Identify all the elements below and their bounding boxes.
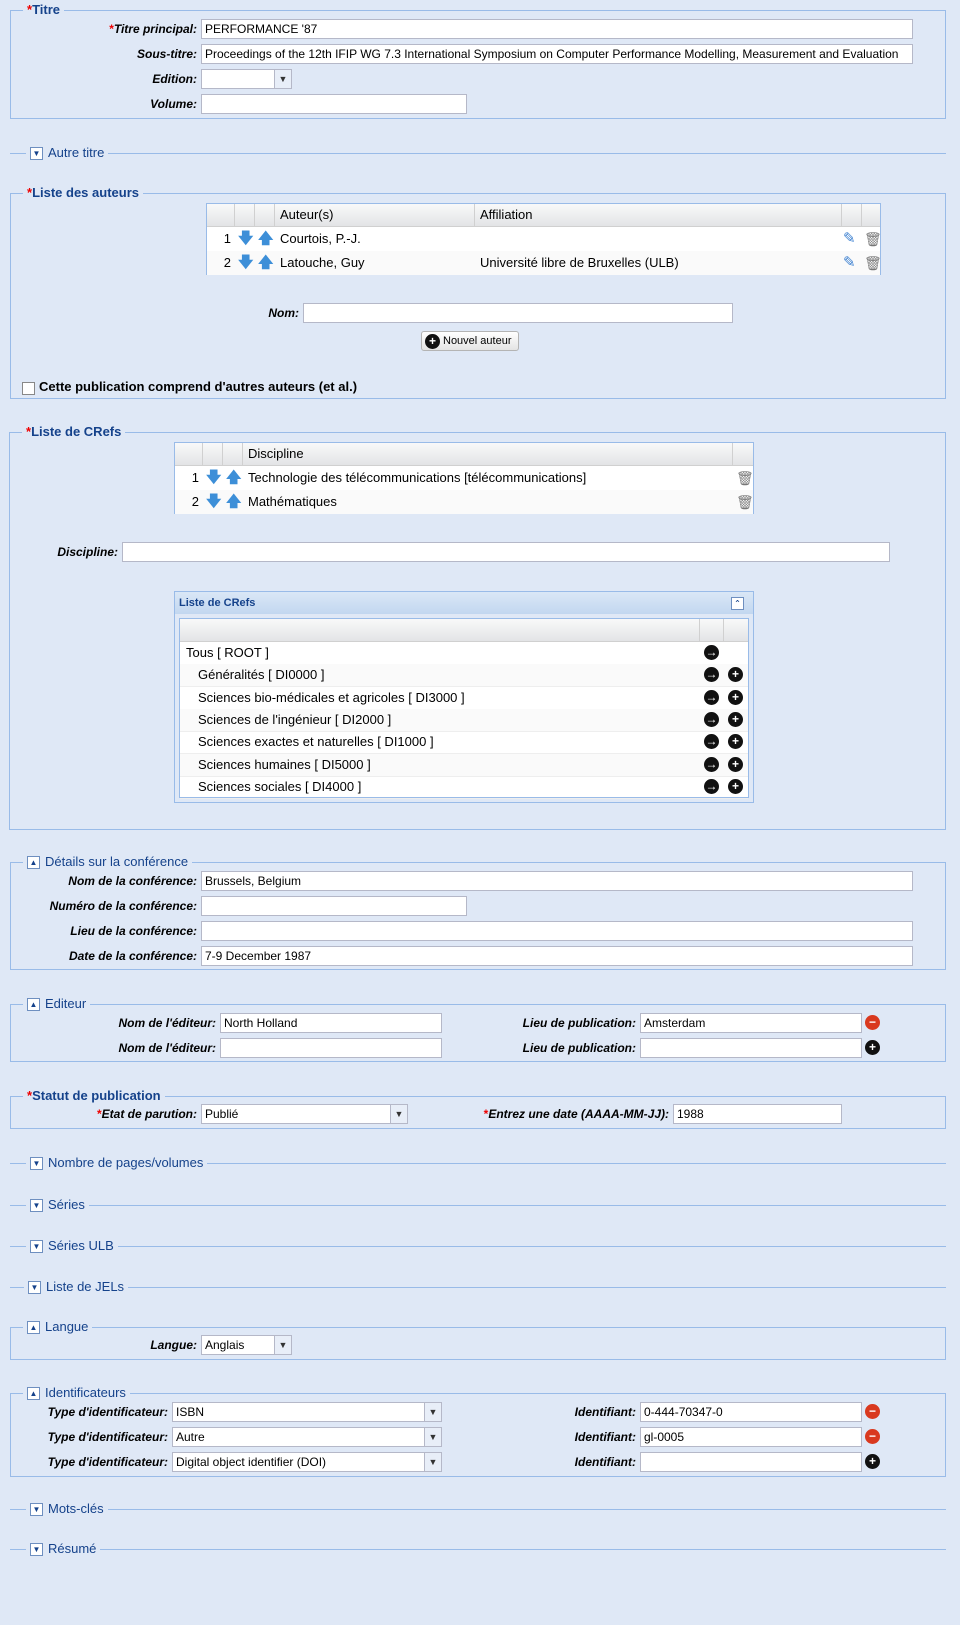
titre-fieldset [10,2,946,119]
navigate-icon[interactable]: → [705,689,718,704]
delete-icon[interactable]: 🗑 [736,494,754,510]
type-identificateur-value: Autre [176,1430,205,1444]
expand-icon[interactable]: ▼ [28,1281,41,1294]
lieu-conference-label: Lieu de la conférence: [70,924,197,938]
chevron-down-icon[interactable]: ▼ [424,1453,441,1471]
auteurs-fieldset [10,185,946,399]
auteurs-legend: *Liste des auteurs [23,185,143,201]
langue-fieldset [10,1319,946,1360]
row-number: 1 [191,470,199,485]
tree-row[interactable] [180,687,748,710]
nom-editeur-label: Nom de l'éditeur: [118,1016,216,1030]
move-down-icon[interactable]: 🡇 [238,254,254,271]
chevron-down-icon[interactable]: ▼ [390,1105,407,1123]
crefs-tree-panel [174,591,754,803]
edition-select[interactable] [201,69,292,89]
expand-icon[interactable]: ▼ [30,1503,43,1516]
cref-row[interactable] [175,490,753,514]
date-publication-input[interactable]: 1988 [673,1104,842,1124]
date-publication-label: *Entrez une date (AAAA-MM-JJ): [483,1107,669,1121]
autre-titre-section [10,144,946,162]
volume-label: Volume: [150,97,197,111]
pages-section [10,1154,946,1172]
etat-parution-value: Publié [205,1107,239,1121]
move-up-icon[interactable]: 🡅 [226,469,242,486]
tree-node-label: Généralités [ DI0000 ] [198,667,325,683]
mots-cles-section [10,1500,946,1518]
add-icon: + [425,334,440,349]
etal-label: Cette publication comprend d'autres auteurs (et al.) [39,379,358,394]
editeur-fieldset [10,996,946,1062]
move-up-icon[interactable]: 🡅 [258,230,274,247]
series-toggle[interactable]: ▼ Séries [26,1197,89,1213]
author-affiliation: Université libre de Bruxelles (ULB) [480,255,679,270]
sous-titre-label: Sous-titre: [137,47,197,61]
etat-parution-select[interactable] [201,1104,408,1124]
nom-input[interactable] [303,303,733,323]
delete-icon[interactable]: 🗑 [864,231,882,247]
collapse-icon[interactable]: ▲ [27,856,40,869]
delete-icon[interactable]: 🗑 [736,470,754,486]
tree-node-label: Sciences sociales [ DI4000 ] [198,778,362,794]
date-conference-input[interactable]: 7-9 December 1987 [201,946,913,966]
type-identificateur-select[interactable] [172,1427,442,1447]
type-identificateur-label: Type d'identificateur: [47,1455,168,1469]
discipline-input[interactable] [122,542,890,562]
identifiant-input[interactable]: gl-0005 [640,1427,862,1447]
collapse-icon[interactable]: ▲ [27,1321,40,1334]
lieu-publication-input[interactable] [640,1038,862,1058]
add-icon[interactable]: + [865,1454,880,1469]
chevron-down-icon[interactable]: ▼ [424,1403,441,1421]
nouvel-auteur-button[interactable]: + Nouvel auteur [421,331,519,351]
numero-conference-label: Numéro de la conférence: [49,899,197,913]
chevron-down-icon[interactable]: ▼ [424,1428,441,1446]
author-row[interactable] [207,251,880,275]
langue-legend: ▲ Langue [23,1319,92,1335]
edit-icon[interactable]: ✎ [843,230,856,247]
remove-icon[interactable]: − [865,1404,880,1419]
jels-section [10,1278,946,1296]
series-section [10,1196,946,1214]
langue-select[interactable] [201,1335,292,1355]
conference-fieldset [10,854,946,970]
author-name: Latouche, Guy [280,255,365,270]
cref-row[interactable] [175,466,753,490]
move-down-icon[interactable]: 🡇 [206,493,222,510]
tree-node-label: Sciences de l'ingénieur [ DI2000 ] [198,711,392,727]
expand-icon[interactable]: ▼ [30,147,43,160]
statut-legend: *Statut de publication [23,1088,165,1104]
type-identificateur-value: Digital object identifier (DOI) [176,1455,327,1469]
type-identificateur-select[interactable] [172,1402,442,1422]
identifiant-label: Identifiant: [574,1430,636,1444]
resume-section [10,1540,946,1558]
tree-row[interactable] [180,709,748,732]
column-header-affiliation[interactable]: Affiliation [475,204,842,226]
lieu-publication-input[interactable]: Amsterdam [640,1013,862,1033]
move-up-icon[interactable]: 🡅 [258,254,274,271]
discipline-label: Discipline: [57,545,118,559]
pages-toggle[interactable]: ▼ Nombre de pages/volumes [26,1155,207,1171]
etat-parution-label: *Etat de parution: [96,1107,197,1121]
expand-icon[interactable]: ▼ [30,1157,43,1170]
author-name: Courtois, P.-J. [280,231,361,246]
navigate-icon[interactable]: → [705,711,718,726]
identifiant-label: Identifiant: [574,1405,636,1419]
expand-icon[interactable]: ▼ [30,1543,43,1556]
move-down-icon[interactable]: 🡇 [206,469,222,486]
move-up-icon[interactable]: 🡅 [226,493,242,510]
add-icon[interactable]: + [865,1040,880,1055]
identificateurs-fieldset [10,1385,946,1477]
mots-cles-toggle[interactable]: ▼ Mots-clés [26,1501,108,1517]
chevron-down-icon[interactable]: ▼ [274,1336,291,1354]
tree-row[interactable] [180,731,748,754]
add-icon[interactable]: + [728,757,743,772]
column-header-auteurs[interactable]: Auteur(s) [275,204,475,226]
navigate-icon[interactable]: → [705,645,718,659]
nom-editeur-input[interactable]: North Holland [220,1013,442,1033]
series-ulb-section [10,1237,946,1255]
langue-value: Anglais [205,1338,245,1352]
identifiant-input[interactable]: 0-444-70347-0 [640,1402,862,1422]
autre-titre-toggle[interactable]: ▼ Autre titre [26,145,108,161]
volume-input[interactable] [201,94,467,114]
remove-icon[interactable]: − [865,1015,880,1030]
tree-row[interactable] [180,664,748,687]
chevron-down-icon[interactable]: ▼ [274,70,291,88]
crefs-legend: *Liste de CRefs [22,424,125,440]
identificateurs-legend: ▲ Identificateurs [23,1385,130,1401]
crefs-fieldset [9,424,946,830]
tree-row[interactable] [180,754,748,777]
tree-node-label: Sciences exactes et naturelles [ DI1000 ] [198,734,434,750]
nom-editeur-label: Nom de l'éditeur: [118,1041,216,1055]
cref-discipline: Mathématiques [248,494,337,509]
add-icon[interactable]: + [728,690,743,705]
delete-icon[interactable]: 🗑 [864,255,882,271]
row-number: 1 [223,231,231,246]
type-identificateur-value: ISBN [176,1405,205,1419]
editeur-legend: ▲ Editeur [23,996,90,1012]
collapse-icon[interactable]: ▲ [27,1387,40,1400]
tree-node-label: Sciences bio-médicales et agricoles [ DI3000 ] [198,689,465,705]
cref-discipline: Technologie des télécommunications [télécommunications] [248,470,587,485]
identifiant-input[interactable] [640,1452,862,1472]
lieu-publication-label: Lieu de publication: [522,1016,636,1030]
remove-icon[interactable]: − [865,1429,880,1444]
date-conference-label: Date de la conférence: [68,949,197,963]
navigate-icon[interactable]: → [705,778,718,793]
tree-row[interactable] [180,642,748,665]
collapse-icon[interactable]: ▲ [27,998,40,1011]
etal-checkbox[interactable] [22,382,35,395]
move-down-icon[interactable]: 🡇 [238,230,254,247]
navigate-icon[interactable]: → [705,756,718,771]
crefs-tree-title: Liste de CRefs [179,597,256,609]
nom-editeur-input[interactable] [220,1038,442,1058]
identifiant-label: Identifiant: [574,1455,636,1469]
statut-fieldset [10,1088,946,1129]
navigate-icon[interactable]: → [705,667,718,682]
navigate-icon[interactable]: → [705,734,718,749]
add-icon[interactable]: + [728,712,743,727]
add-icon[interactable]: + [728,734,743,749]
type-identificateur-label: Type d'identificateur: [47,1430,168,1444]
conference-legend: ▲ Détails sur la conférence [23,854,192,870]
author-row[interactable] [207,227,880,251]
nom-label: Nom: [268,306,299,320]
titre-principal-input[interactable]: PERFORMANCE '87 [201,19,913,39]
resume-toggle[interactable]: ▼ Résumé [26,1541,100,1557]
add-icon[interactable]: + [728,667,743,682]
row-number: 2 [223,255,231,270]
type-identificateur-label: Type d'identificateur: [47,1405,168,1419]
jels-toggle[interactable]: ▼ Liste de JELs [24,1279,128,1295]
auteurs-grid [206,203,881,275]
tree-node-label: Tous [ ROOT ] [186,645,269,660]
expand-icon[interactable]: ▼ [30,1199,43,1212]
expand-icon[interactable]: ▼ [30,1240,43,1253]
row-number: 2 [191,494,199,509]
lieu-publication-label: Lieu de publication: [522,1041,636,1055]
numero-conference-input[interactable] [201,896,467,916]
add-icon[interactable]: + [728,779,743,794]
series-ulb-toggle[interactable]: ▼ Séries ULB [26,1238,118,1254]
tree-row[interactable] [180,776,748,799]
langue-label: Langue: [150,1338,197,1352]
crefs-tree-grid [179,618,749,798]
titre-legend: *Titre [23,2,64,18]
edit-icon[interactable]: ✎ [843,254,856,271]
collapse-icon[interactable]: ⌃ [731,597,744,610]
titre-principal-label: *Titre principal: [109,22,197,36]
type-identificateur-select[interactable] [172,1452,442,1472]
edition-label: Edition: [152,72,197,86]
nom-conference-input[interactable]: Brussels, Belgium [201,871,913,891]
column-header-discipline[interactable]: Discipline [243,443,733,465]
crefs-grid [174,442,754,514]
nom-conference-label: Nom de la conférence: [68,874,197,888]
sous-titre-input[interactable]: Proceedings of the 12th IFIP WG 7.3 International Symposium on Computer Performance Modelling, Measurement and Evaluation [201,44,913,64]
tree-node-label: Sciences humaines [ DI5000 ] [198,756,371,772]
lieu-conference-input[interactable] [201,921,913,941]
